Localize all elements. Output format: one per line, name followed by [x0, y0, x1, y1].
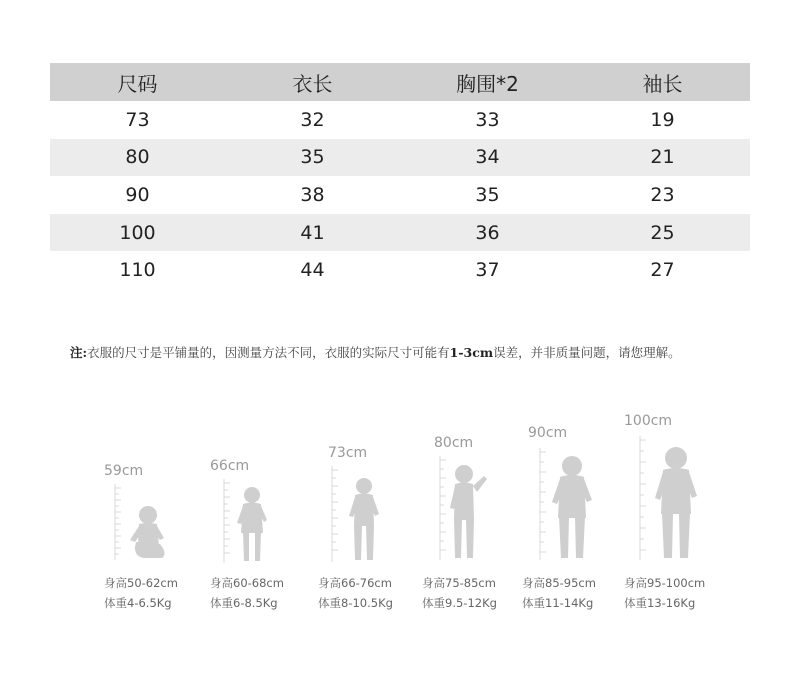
weight-range: 体重13-16Kg [624, 596, 696, 610]
table-cell: 19 [650, 108, 675, 131]
growth-ruler-icon [532, 446, 622, 586]
standing-child-icon [552, 456, 592, 558]
header-length: 衣长 [292, 71, 333, 96]
height-label: 80cm [434, 435, 474, 451]
table-cell: 73 [125, 108, 150, 131]
standing-infant-icon [237, 487, 267, 561]
table-cell: 41 [300, 221, 325, 244]
growth-ruler-icon [632, 434, 722, 584]
table-cell: 27 [650, 259, 675, 282]
table-cell: 100 [119, 221, 156, 244]
size-figure-90 [518, 422, 618, 620]
table-cell: 37 [475, 259, 500, 282]
size-figure-80 [418, 432, 518, 620]
weight-range: 体重4-6.5Kg [104, 596, 172, 610]
table-cell: 25 [650, 221, 675, 244]
height-range: 身高50-62cm [104, 576, 178, 590]
table-cell: 35 [300, 146, 325, 169]
table-cell: 36 [475, 221, 500, 244]
size-figure-100 [620, 410, 730, 620]
height-label: 59cm [104, 463, 144, 479]
note-label: 注: [70, 345, 88, 360]
weight-range: 体重9.5-12Kg [422, 596, 497, 610]
table-cell: 21 [650, 146, 675, 169]
standing-toddler-icon [349, 478, 379, 560]
table-row [50, 176, 750, 214]
height-range: 身高75-85cm [422, 576, 496, 590]
size-figure-73 [314, 442, 414, 620]
height-range: 身高60-68cm [210, 576, 284, 590]
table-cell: 110 [119, 259, 156, 282]
table-cell: 38 [300, 183, 325, 206]
growth-ruler-icon [432, 454, 522, 584]
height-label: 73cm [328, 445, 368, 461]
height-label: 100cm [624, 413, 673, 429]
table-cell: 34 [475, 146, 500, 169]
waving-toddler-icon [450, 465, 487, 558]
table-row [50, 214, 750, 252]
sitting-baby-icon [130, 506, 165, 558]
table-header [50, 63, 750, 101]
height-label: 90cm [528, 425, 568, 441]
size-figure-59 [100, 460, 200, 620]
table-cell: 32 [300, 108, 325, 131]
measurement-note [70, 343, 770, 361]
note-text-after: 误差，并非质量问题，请您理解。 [493, 345, 681, 360]
table-cell: 33 [475, 108, 500, 131]
standing-child-icon [655, 447, 697, 558]
table-cell: 35 [475, 183, 500, 206]
weight-range: 体重6-8.5Kg [210, 596, 278, 610]
table-cell: 90 [125, 183, 150, 206]
growth-ruler-icon [324, 464, 414, 589]
table-cell: 44 [300, 259, 325, 282]
note-text-before: 衣服的尺寸是平铺量的，因测量方法不同，衣服的实际尺寸可能有 [87, 345, 450, 360]
size-figure-66 [206, 455, 306, 620]
table-row [50, 101, 750, 139]
weight-range: 体重8-10.5Kg [318, 596, 393, 610]
header-chest: 胸围*2 [456, 71, 519, 96]
size-table [50, 63, 750, 289]
weight-range: 体重11-14Kg [522, 596, 594, 610]
header-size: 尺码 [117, 71, 158, 96]
height-range: 身高66-76cm [318, 576, 392, 590]
table-row [50, 139, 750, 177]
height-label: 66cm [210, 458, 250, 474]
height-range: 身高85-95cm [522, 576, 596, 590]
table-row [50, 251, 750, 289]
table-cell: 23 [650, 183, 675, 206]
table-cell: 80 [125, 146, 150, 169]
header-sleeve: 袖长 [642, 71, 683, 96]
height-range: 身高95-100cm [624, 576, 706, 590]
note-range: 1-3cm [449, 345, 494, 360]
